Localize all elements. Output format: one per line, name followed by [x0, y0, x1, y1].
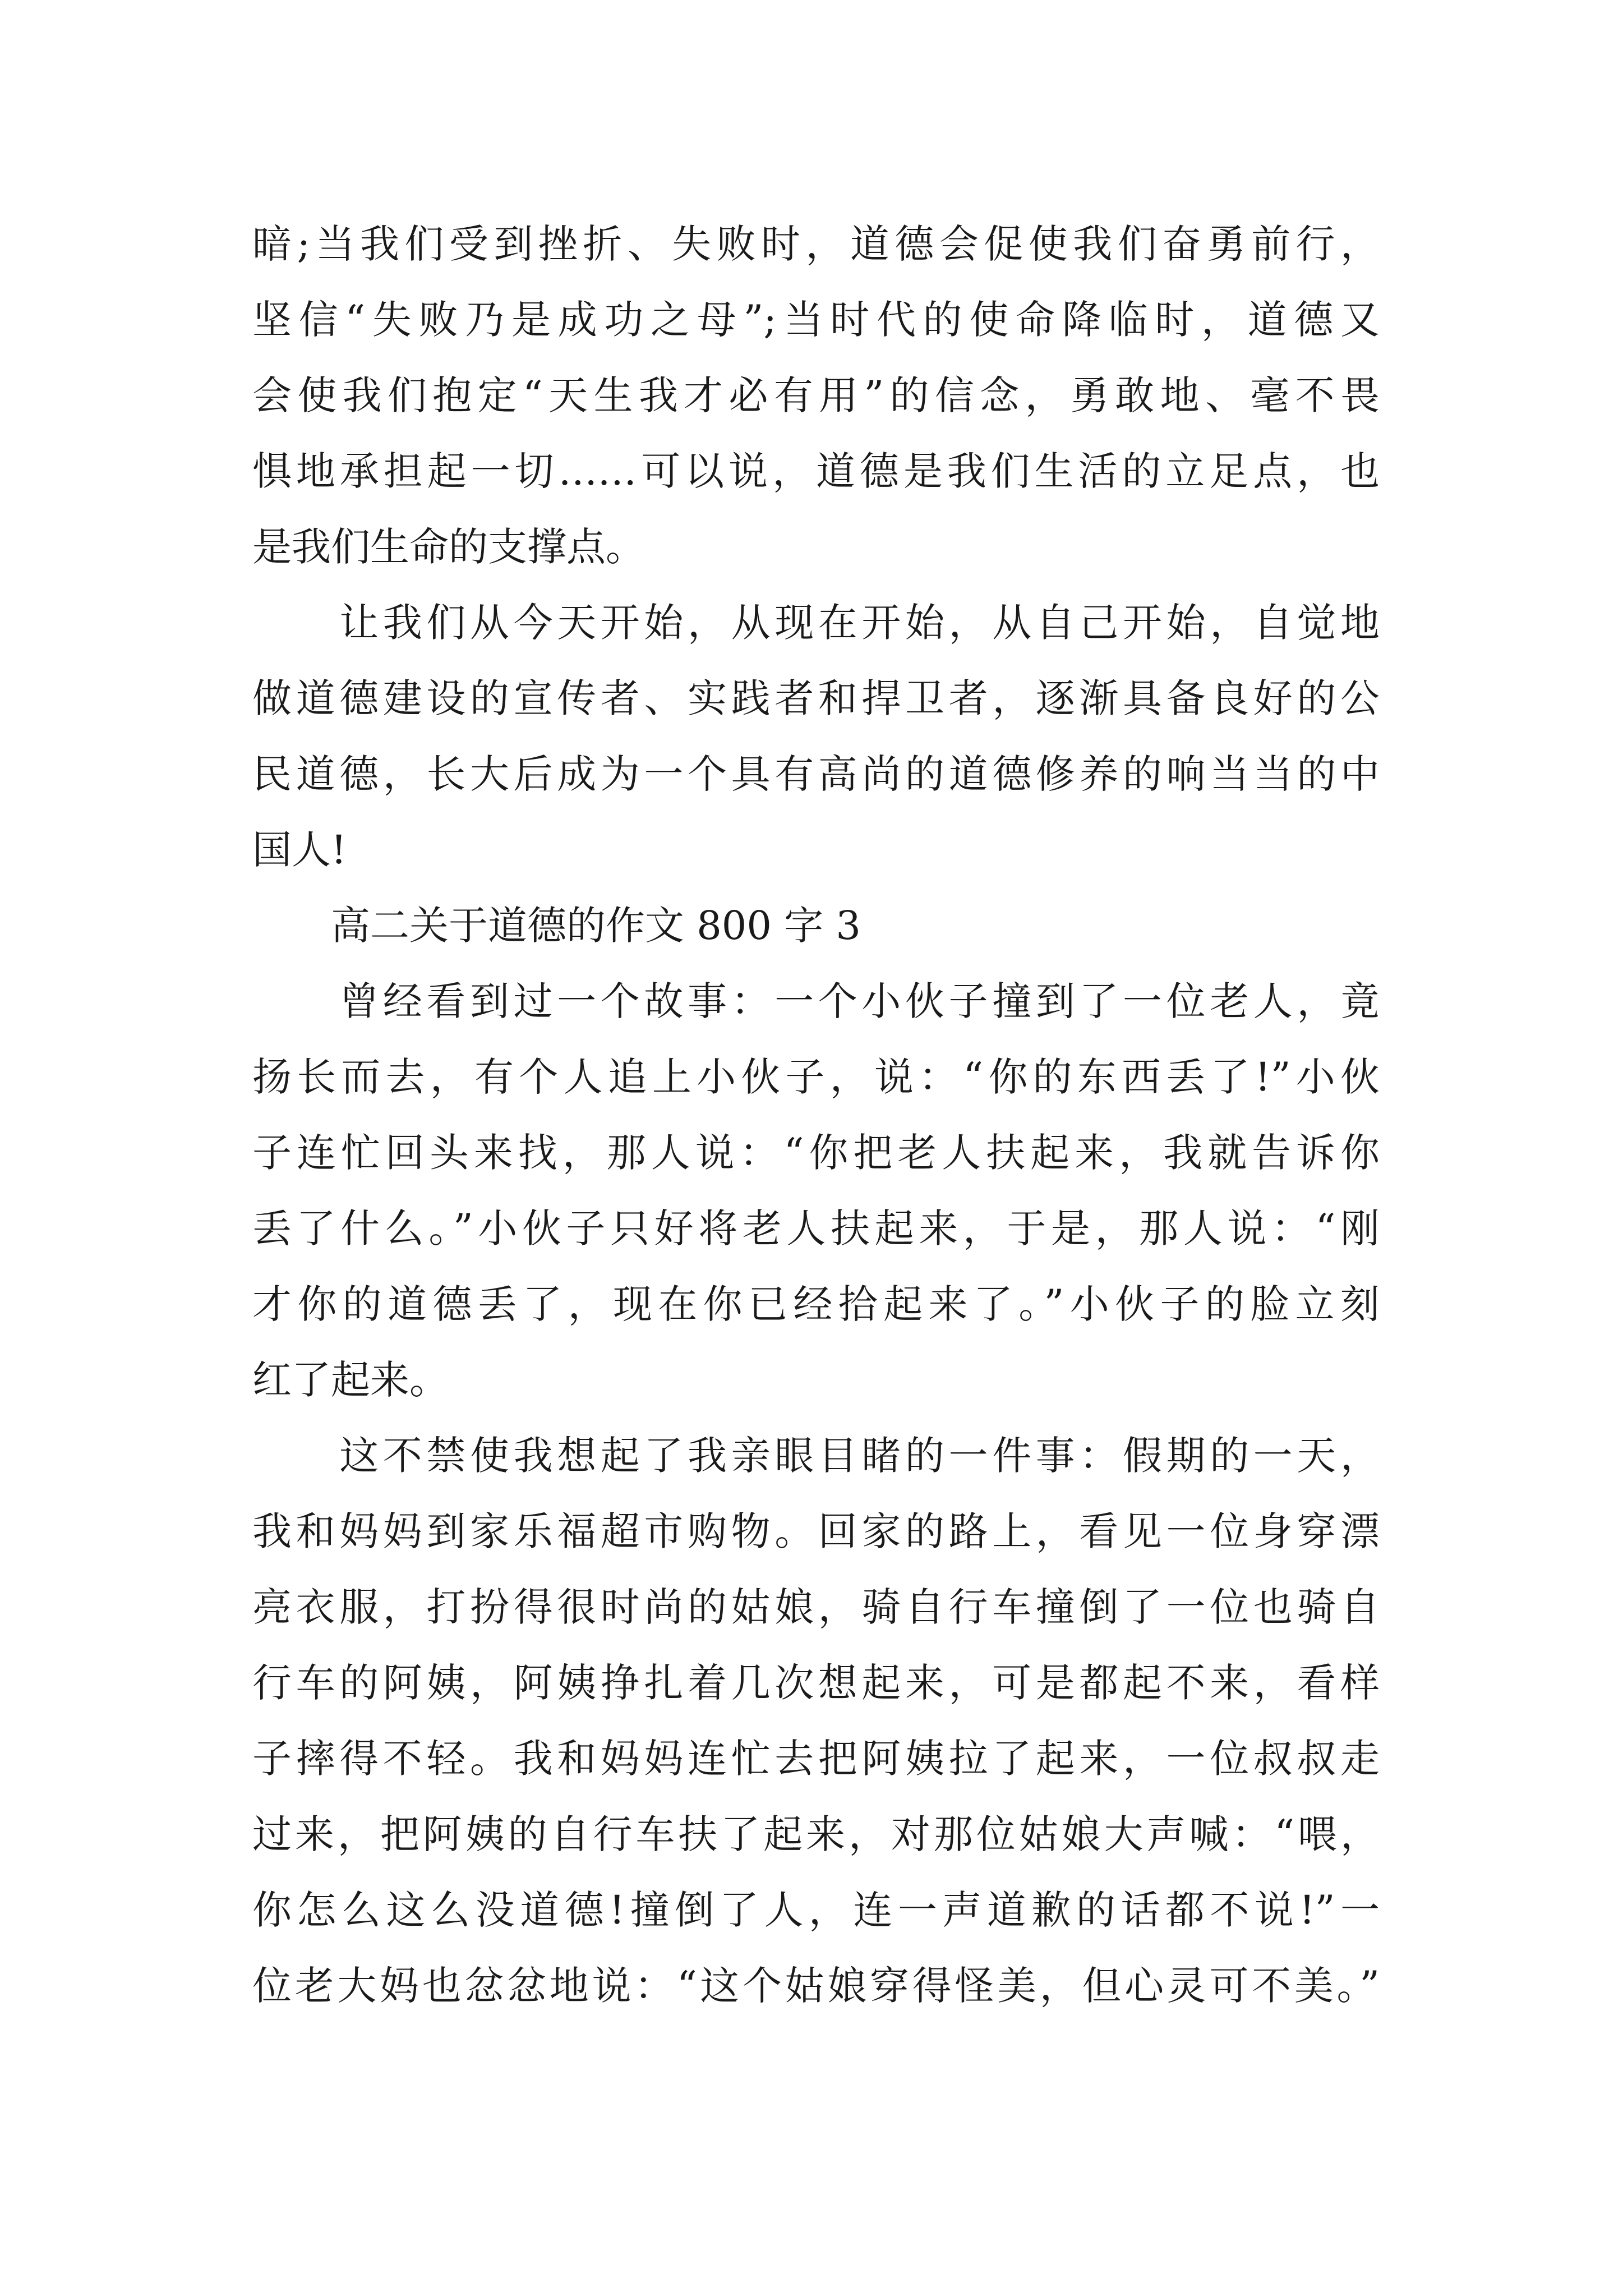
text-line: 亮衣服，打扮得很时尚的姑娘，骑自行车撞倒了一位也骑自: [252, 1584, 1380, 1630]
text-line: 丢了什么。”小伙子只好将老人扶起来，于是，那人说：“刚: [252, 1205, 1380, 1251]
text-line: 做道德建设的宣传者、实践者和捍卫者，逐渐具备良好的公: [252, 675, 1380, 721]
text-line: 子摔得不轻。我和妈妈连忙去把阿姨拉了起来，一位叔叔走: [252, 1736, 1380, 1782]
text-line: 才你的道德丢了，现在你已经拾起来了。”小伙子的脸立刻: [252, 1281, 1380, 1327]
text-line: 过来，把阿姨的自行车扶了起来，对那位姑娘大声喊：“喂，: [252, 1811, 1380, 1857]
text-line: 是我们生命的支撑点。: [252, 524, 645, 570]
section-heading: 高二关于道德的作文 800 字 3: [252, 903, 861, 949]
text-line: 惧地承担起一切……可以说，道德是我们生活的立足点，也: [252, 448, 1380, 494]
text-line: 扬长而去，有个人追上小伙子，说：“你的东西丢了!”小伙: [252, 1054, 1380, 1100]
text-line: 曾经看到过一个故事：一个小伙子撞到了一位老人，竟: [252, 978, 1380, 1024]
text-line: 会使我们抱定“天生我才必有用”的信念，勇敢地、毫不畏: [252, 372, 1380, 418]
text-line: 你怎么这么没道德!撞倒了人，连一声道歉的话都不说!”一: [252, 1887, 1380, 1933]
text-line: 我和妈妈到家乐福超市购物。回家的路上，看见一位身穿漂: [252, 1508, 1380, 1554]
text-line: 这不禁使我想起了我亲眼目睹的一件事：假期的一天，: [252, 1433, 1380, 1479]
text-line: 红了起来。: [252, 1357, 449, 1403]
text-line: 位老大妈也忿忿地说：“这个姑娘穿得怪美，但心灵可不美。”: [252, 1963, 1380, 2009]
text-line: 坚信“失败乃是成功之母”;当时代的使命降临时，道德又: [252, 297, 1380, 343]
text-line: 国人!: [252, 827, 347, 873]
text-line: 子连忙回头来找，那人说：“你把老人扶起来，我就告诉你: [252, 1130, 1380, 1176]
text-line: 暗;当我们受到挫折、失败时，道德会促使我们奋勇前行，: [252, 221, 1380, 267]
text-line: 行车的阿姨，阿姨挣扎着几次想起来，可是都起不来，看样: [252, 1660, 1380, 1706]
text-line: 民道德，长大后成为一个具有高尚的道德修养的响当当的中: [252, 751, 1380, 797]
text-line: 让我们从今天开始，从现在开始，从自己开始，自觉地: [252, 600, 1380, 646]
